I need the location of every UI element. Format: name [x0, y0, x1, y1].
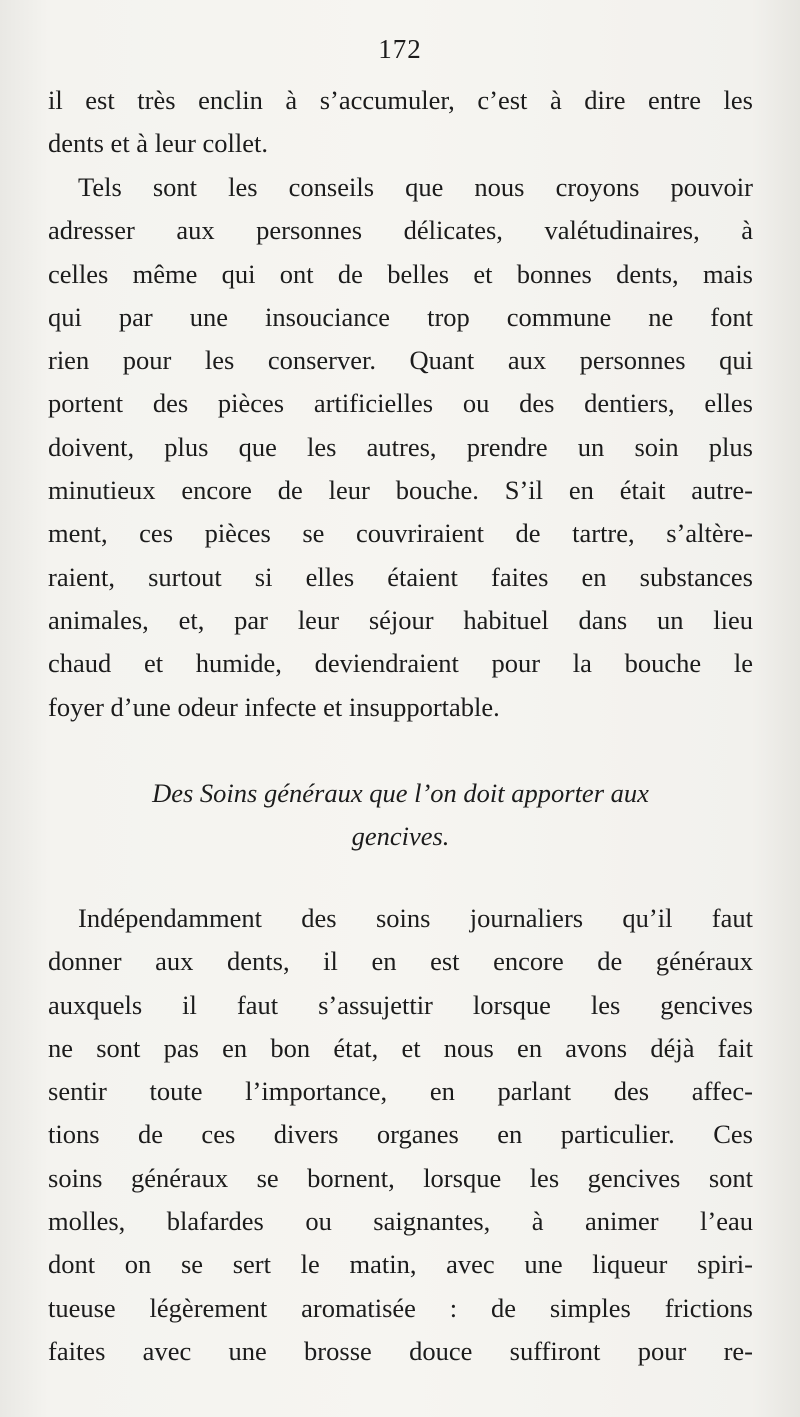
text-line: molles, blafardes ou saignantes, à animer l’eau	[48, 1206, 753, 1237]
text-line: Tels sont les conseils que nous croyons pouvoir	[78, 172, 753, 202]
text-line: dents et à leur collet.	[48, 128, 269, 159]
text-line: raient, surtout si elles étaient faites en substances	[48, 561, 753, 592]
text-line: doivent, plus que les autres, prendre un soin plus	[48, 431, 753, 462]
text-line: il est très enclin à s’accumuler, c’est à dire entre les	[48, 85, 753, 115]
text-line: sentir toute l’importance, en parlant des affec-	[48, 1076, 753, 1107]
text-line: animales, et, par leur séjour habituel dans un lieu	[48, 604, 753, 635]
text-line: tueuse légèrement aromatisée : de simples frictions	[48, 1292, 753, 1323]
paragraph-2	[48, 166, 753, 729]
paragraph-1	[48, 79, 753, 166]
text-line: chaud et humide, deviendraient pour la bouche le	[48, 648, 753, 679]
text-line: minutieux encore de leur bouche. S’il en était autre-	[48, 475, 753, 506]
text-line: portent des pièces artificielles ou des dentiers, elles	[48, 388, 753, 419]
text-line: Indépendamment des soins journaliers qu’il faut	[78, 903, 753, 933]
text-line: foyer d’une odeur infecte et insupportable.	[48, 691, 500, 722]
section-heading	[48, 772, 753, 858]
text-line: faites avec une brosse douce suffiront pour re-	[48, 1335, 753, 1366]
page-number: 172	[378, 34, 422, 64]
text-line: tions de ces divers organes en particulier. Ces	[48, 1119, 753, 1150]
text-line: ment, ces pièces se couvriraient de tartre, s’altère-	[48, 518, 753, 549]
section-heading-line: Des Soins généraux que l’on doit apporter aux	[152, 778, 649, 808]
text-line: celles même qui ont de belles et bonnes dents, mais	[48, 258, 753, 289]
section-heading-line: gencives.	[351, 821, 450, 851]
text-line: soins généraux se bornent, lorsque les gencives sont	[48, 1162, 753, 1193]
text-line: qui par une insouciance trop commune ne font	[48, 301, 753, 332]
text-line: rien pour les conserver. Quant aux personnes qui	[48, 345, 753, 376]
text-line: auxquels il faut s’assujettir lorsque les gencives	[48, 989, 753, 1020]
paragraph-3	[48, 897, 753, 1373]
text-line: dont on se sert le matin, avec une liqueur spiri-	[48, 1249, 753, 1280]
text-line: donner aux dents, il en est encore de généraux	[48, 946, 753, 977]
text-line: ne sont pas en bon état, et nous en avons déjà fait	[48, 1032, 753, 1063]
text-line: adresser aux personnes délicates, valétudinaires, à	[48, 215, 753, 246]
